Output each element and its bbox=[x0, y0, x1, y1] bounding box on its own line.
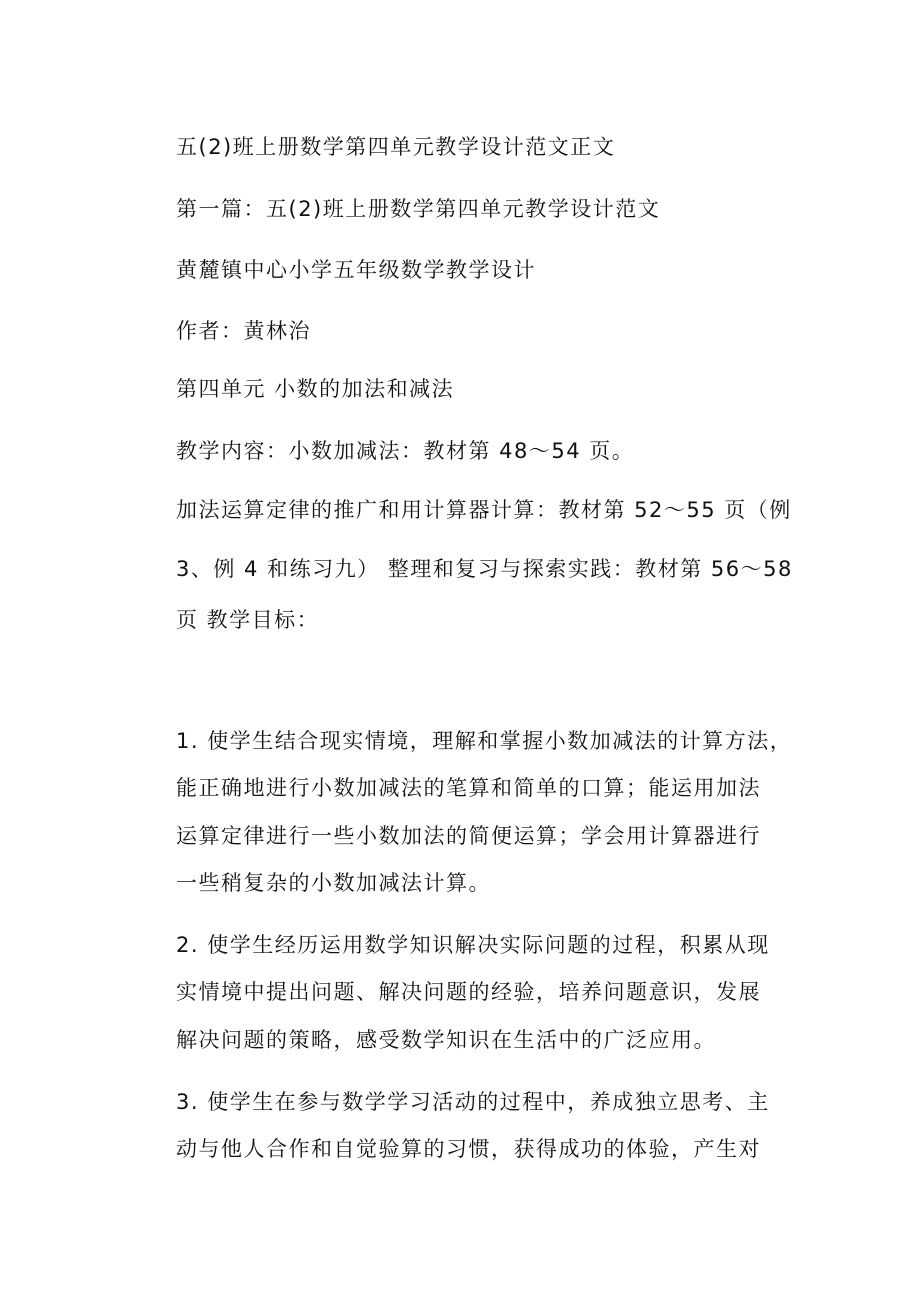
content-line: 3、例 4 和练习九） 整理和复习与探索实践：教材第 56～58 bbox=[176, 557, 793, 581]
document-title: 五(2)班上册数学第四单元教学设计范文正文 bbox=[176, 135, 616, 159]
goal-line: 能正确地进行小数加减法的笔算和简单的口算；能运用加法 bbox=[176, 776, 761, 800]
goal-line: 一些稍复杂的小数加减法计算。 bbox=[176, 871, 491, 895]
goal-line: 3. 使学生在参与数学学习活动的过程中，养成独立思考、主 bbox=[176, 1090, 770, 1114]
goal-line: 2. 使学生经历运用数学知识解决实际问题的过程，积累从现 bbox=[176, 933, 770, 957]
content-line: 页 教学目标： bbox=[176, 608, 320, 632]
content-line: 教学内容：小数加减法：教材第 48～54 页。 bbox=[176, 439, 635, 463]
author-line: 作者：黄林治 bbox=[176, 319, 311, 343]
goal-line: 1. 使学生结合现实情境，理解和掌握小数加减法的计算方法， bbox=[176, 729, 793, 753]
school-line: 黄麓镇中心小学五年级数学教学设计 bbox=[176, 258, 536, 282]
goal-line: 运算定律进行一些小数加法的简便运算；学会用计算器进行 bbox=[176, 824, 761, 848]
goal-line: 解决问题的策略，感受数学知识在生活中的广泛应用。 bbox=[176, 1028, 716, 1052]
goal-line: 实情境中提出问题、解决问题的经验，培养问题意识，发展 bbox=[176, 980, 761, 1004]
goal-line: 动与他人合作和自觉验算的习惯，获得成功的体验，产生对 bbox=[176, 1137, 761, 1161]
document-subtitle: 第一篇：五(2)班上册数学第四单元教学设计范文 bbox=[176, 197, 661, 221]
content-line: 加法运算定律的推广和用计算器计算：教材第 52～55 页（例 bbox=[176, 498, 792, 522]
unit-title: 第四单元 小数的加法和减法 bbox=[176, 377, 455, 401]
